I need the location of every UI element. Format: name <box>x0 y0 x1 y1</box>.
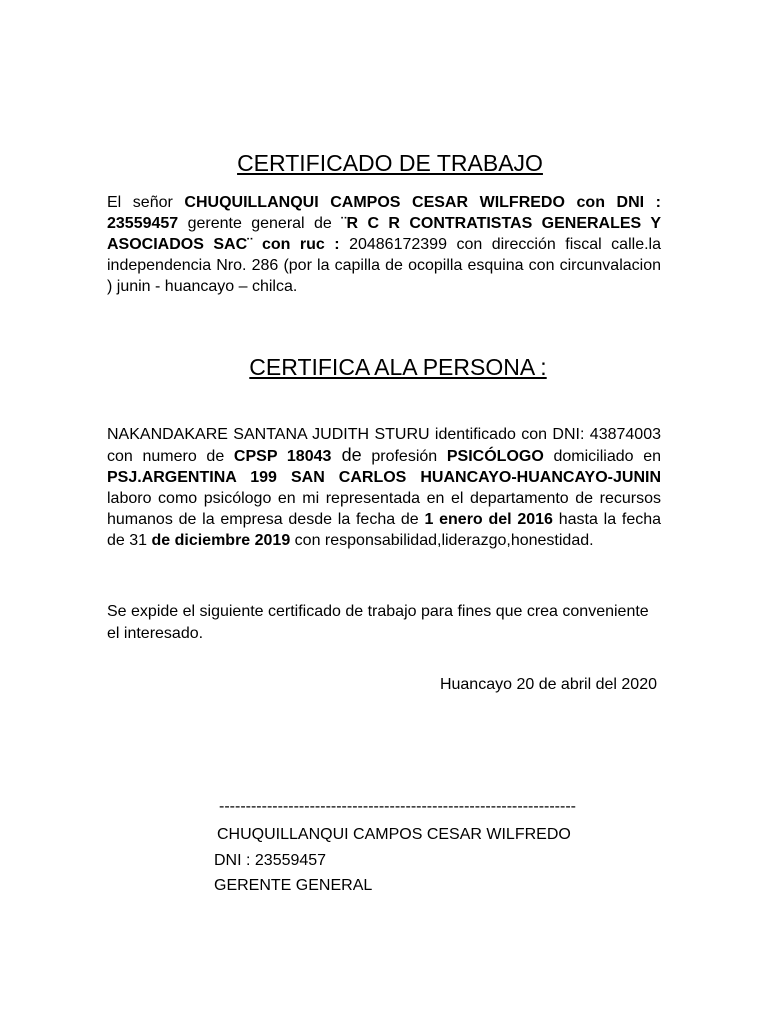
intro-text-3: 20486172399 con dirección fiscal calle.la independencia Nro. 286 (por la capilla de ocopilla esquina con circunvalacion ) junin - huancayo – chilca. <box>107 236 661 295</box>
signer-dni <box>214 852 326 870</box>
issue-date: Huancayo 20 de abril del 2020 <box>439 676 657 693</box>
signer-role: GERENTE GENERAL <box>214 877 373 894</box>
body-text-6: con responsabilidad,liderazgo,honestidad. <box>290 532 594 549</box>
section-subtitle: CERTIFICA ALA PERSONA : <box>249 354 547 380</box>
body-text-4: laboro como psicólogo en mi representada en el departamento de recursos humanos de la empresa desde la fecha de <box>107 490 661 528</box>
address: PSJ.ARGENTINA 199 SAN CARLOS HUANCAYO-HUANCAYO-JUNIN <box>107 469 661 486</box>
closing-paragraph: Se expide el siguiente certificado de trabajo para fines que crea conveniente el interesado. <box>107 603 649 642</box>
company-name: ¨R C R CONTRATISTAS GENERALES Y ASOCIADOS SAC¨ con ruc : <box>107 215 662 253</box>
body-text-3: domiciliado en <box>543 448 661 465</box>
start-date: 1 enero del 2016 <box>424 511 553 528</box>
body-text-2: profesión <box>361 448 447 465</box>
signature-line: ------------------------------------------------------------------- <box>219 798 576 815</box>
signer-dni-label: DNI : <box>214 852 255 869</box>
intro-paragraph <box>107 192 661 297</box>
manager-name: CHUQUILLANQUI CAMPOS CESAR WILFREDO con DNI : 23559457 <box>107 194 662 232</box>
profession: PSICÓLOGO <box>446 448 544 465</box>
signer-dni-value: 23559457 <box>254 852 327 869</box>
document-title: CERTIFICADO DE TRABAJO <box>237 150 543 176</box>
intro-text-1: El señor <box>107 194 185 211</box>
body-text-1: NAKANDAKARE SANTANA JUDITH STURU identificado con DNI: 43874003 con numero de <box>107 426 661 465</box>
cpsp-number: CPSP 18043 <box>233 448 332 465</box>
body-text-5: hasta la fecha de 31 <box>107 511 662 549</box>
intro-text-2: gerente general de <box>178 215 342 232</box>
body-de: de <box>331 445 362 465</box>
end-date: de diciembre 2019 <box>151 532 291 549</box>
signer-name: CHUQUILLANQUI CAMPOS CESAR WILFREDO <box>217 826 571 843</box>
body-paragraph <box>107 424 661 551</box>
